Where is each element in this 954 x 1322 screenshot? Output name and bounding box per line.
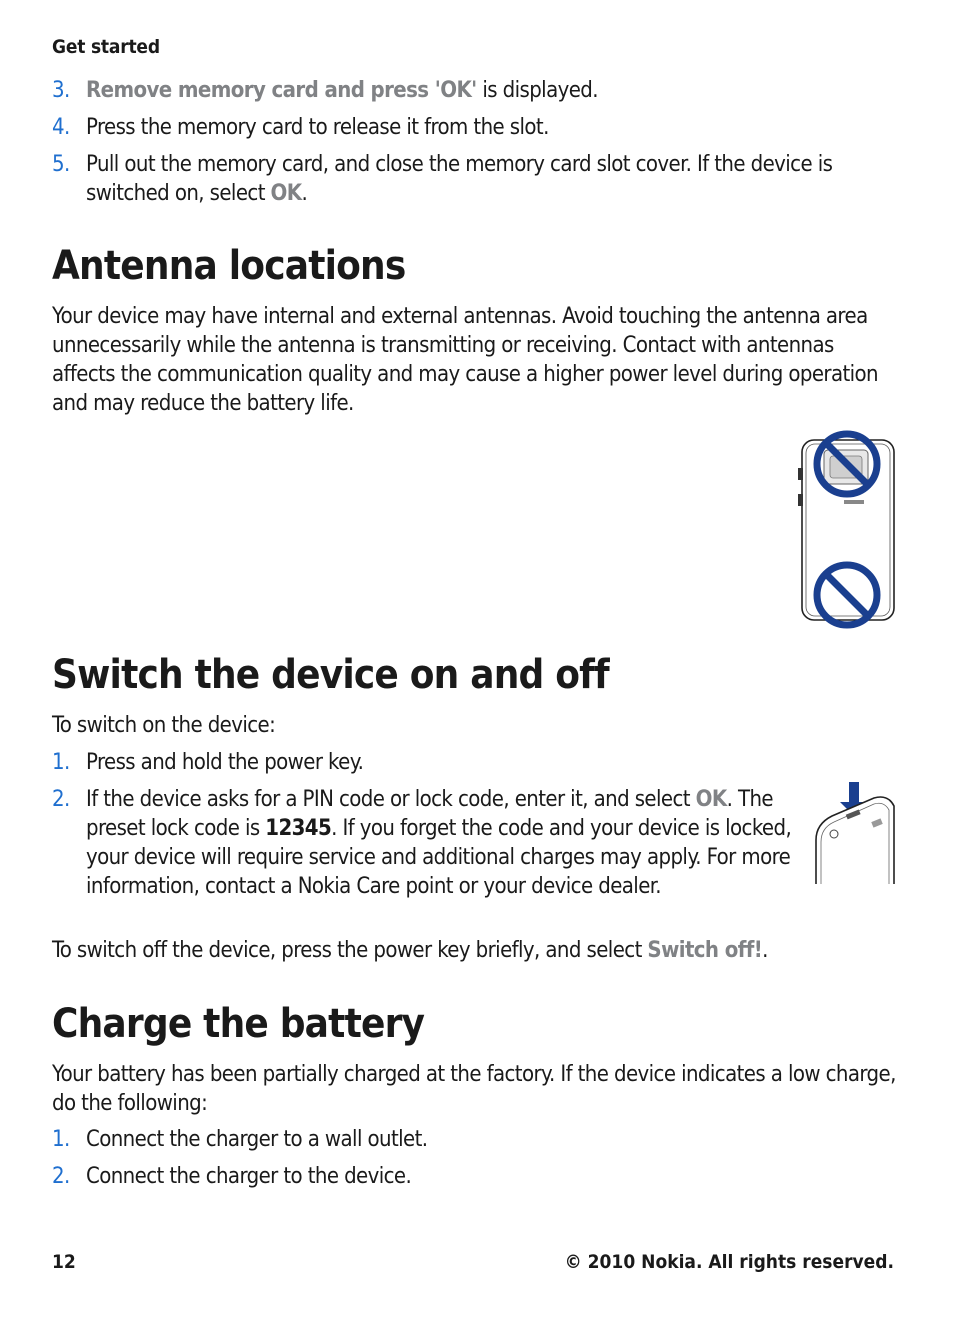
step-text: . The preset lock code is xyxy=(86,787,773,841)
section-heading-antenna: Antenna locations xyxy=(52,243,406,289)
battery-paragraph: Your battery has been partially charged at the factory. If the device indicates a low charge, do the following: xyxy=(52,1062,896,1116)
switch-off-line xyxy=(52,936,902,965)
list-item xyxy=(52,748,897,777)
list-item xyxy=(52,150,897,208)
step-text-end: . xyxy=(301,181,308,206)
step-text: is displayed. xyxy=(476,78,598,103)
side-key xyxy=(798,494,803,506)
page-number: 12 xyxy=(52,1251,76,1273)
step-number: 1. xyxy=(52,750,70,775)
step-text: Connect the charger to the device. xyxy=(86,1164,412,1189)
lock-code: 12345 xyxy=(265,816,332,841)
step-text: Press and hold the power key. xyxy=(86,750,364,775)
step-number: 1. xyxy=(52,1127,70,1152)
step-number: 4. xyxy=(52,115,70,140)
step-number: 5. xyxy=(52,152,70,177)
step-text: . If you forget the code and your device is locked, your device will require service and additional charges may apply. For more information, contact a Nokia Care point or your device dealer. xyxy=(86,816,792,899)
ui-text: OK xyxy=(695,787,727,812)
list-item xyxy=(52,76,897,105)
running-head: Get started xyxy=(52,36,160,58)
power-key-figure xyxy=(812,780,898,888)
arrow-down-icon xyxy=(849,782,859,804)
switch-intro: To switch on the device: xyxy=(52,713,276,738)
section-heading-battery: Charge the battery xyxy=(52,1001,425,1047)
ui-text: OK xyxy=(270,181,302,206)
switch-off-end: . xyxy=(762,938,768,963)
switch-off-text: To switch off the device, press the power key briefly, and select xyxy=(52,938,648,963)
step-text: Connect the charger to a wall outlet. xyxy=(86,1127,428,1152)
copyright: © 2010 Nokia. All rights reserved. xyxy=(564,1251,894,1273)
step-text: Pull out the memory card, and close the memory card slot cover. If the device is switched on, select xyxy=(86,152,833,206)
phone-body xyxy=(816,797,894,884)
list-item xyxy=(52,113,897,142)
list-item xyxy=(52,785,812,901)
step-text: If the device asks for a PIN code or lock code, enter it, and select xyxy=(86,787,696,812)
antenna-figure xyxy=(796,428,898,632)
step-text: Press the memory card to release it from the slot. xyxy=(86,115,549,140)
list-item xyxy=(52,1162,897,1191)
ui-text: Switch off! xyxy=(647,938,763,963)
side-key xyxy=(798,468,803,480)
step-number: 2. xyxy=(52,787,70,812)
step-number: 3. xyxy=(52,78,70,103)
section-heading-switch: Switch the device on and off xyxy=(52,652,609,698)
antenna-paragraph: Your device may have internal and external antennas. Avoid touching the antenna area unnecessarily while the antenna is transmitting or receiving. Contact with antennas affects the communication quality and may cause a higher power level during operation and may reduce the battery life. xyxy=(52,304,879,416)
step-number: 2. xyxy=(52,1164,70,1189)
list-item xyxy=(52,1125,897,1154)
ui-text: Remove memory card and press 'OK' xyxy=(86,78,477,103)
